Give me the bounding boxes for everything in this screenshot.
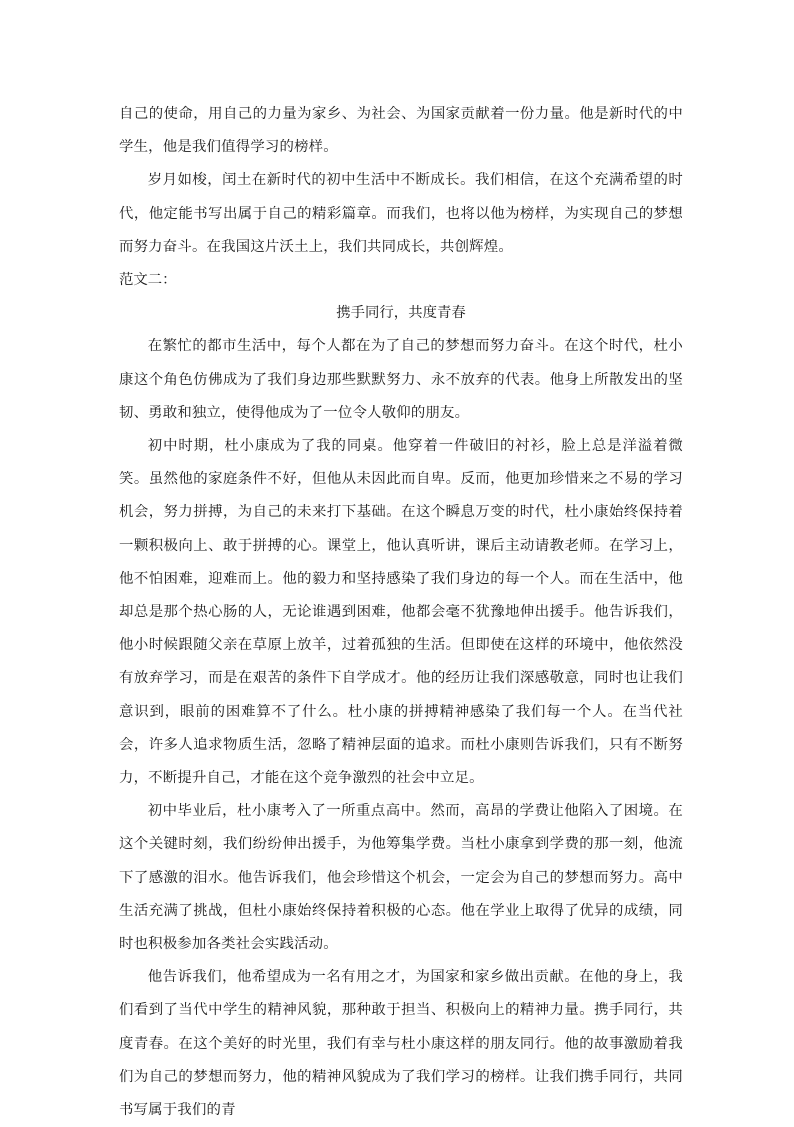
essay-paragraph: 在繁忙的都市生活中，每个人都在为了自己的梦想而努力奋斗。在这个时代，杜小康这个角色仿佛成为了我们身边那些默默努力、永不放弃的代表。他身上所散发出的坚韧、勇敢和独立，使得他成为了一位令人敬仰的朋友。 bbox=[119, 338, 683, 421]
essay-paragraph: 他告诉我们，他希望成为一名有用之才，为国家和家乡做出贡献。在他的身上，我们看到了当代中学生的精神风貌，那种敢于担当、积极向上的精神力量。携手同行，共度青春。在这个美好的时光里，我们有幸与杜小康这样的朋友同行。他的故事激励着我们为自己的梦想而努力，他的精神风貌成为了我们学习的榜样。让我们携手同行，共同书写属于我们的青 bbox=[119, 969, 683, 1119]
essay-paragraph: 初中时期，杜小康成为了我的同桌。他穿着一件破旧的衬衫，脸上总是洋溢着微笑。虽然他的家庭条件不好，但他从未因此而自卑。反而，他更加珍惜来之不易的学习机会，努力拼搏，为自己的未来打下基础。在这个瞬息万变的时代，杜小康始终保持着一颗积极向上、敢于拼搏的心。课堂上，他认真听讲，课后主动请教老师。在学习上，他不怕困难，迎难而上。他的毅力和坚持感染了我们身边的每一个人。而在生活中，他却总是那个热心肠的人，无论谁遇到困难，他都会毫不犹豫地伸出援手。他告诉我们，他小时候跟随父亲在草原上放羊，过着孤独的生活。但即使在这样的环境中，他依然没有放弃学习，而是在艰苦的条件下自学成才。他的经历让我们深感敬意，同时也让我们意识到，眼前的困难算不了什么。杜小康的拼搏精神感染了我们每一个人。在当代社会，许多人追求物质生活，忽略了精神层面的追求。而杜小康则告诉我们，只有不断努力，不断提升自己，才能在这个竞争激烈的社会中立足。 bbox=[119, 438, 683, 787]
intro-paragraph-continued: 自己的使命，用自己的力量为家乡、为社会、为国家贡献着一份力量。他是新时代的中学生，他是我们值得学习的榜样。 bbox=[119, 106, 683, 156]
essay-title: 携手同行，共度青春 bbox=[336, 305, 466, 322]
section-label: 范文二： bbox=[119, 272, 177, 289]
document-body bbox=[119, 98, 683, 1127]
intro-paragraph: 岁月如梭，闰土在新时代的初中生活中不断成长。我们相信，在这个充满希望的时代，他定能书写出属于自己的精彩篇章。而我们，也将以他为榜样，为实现自己的梦想而努力奋斗。在我国这片沃土上，我们共同成长，共创辉煌。 bbox=[119, 172, 683, 255]
essay-paragraph: 初中毕业后，杜小康考入了一所重点高中。然而，高昂的学费让他陷入了困境。在这个关键时刻，我们纷纷伸出援手，为他筹集学费。当杜小康拿到学费的那一刻，他流下了感激的泪水。他告诉我们，他会珍惜这个机会，一定会为自己的梦想而努力。高中生活充满了挑战，但杜小康始终保持着积极的心态。他在学业上取得了优异的成绩，同时也积极参加各类社会实践活动。 bbox=[119, 803, 683, 953]
